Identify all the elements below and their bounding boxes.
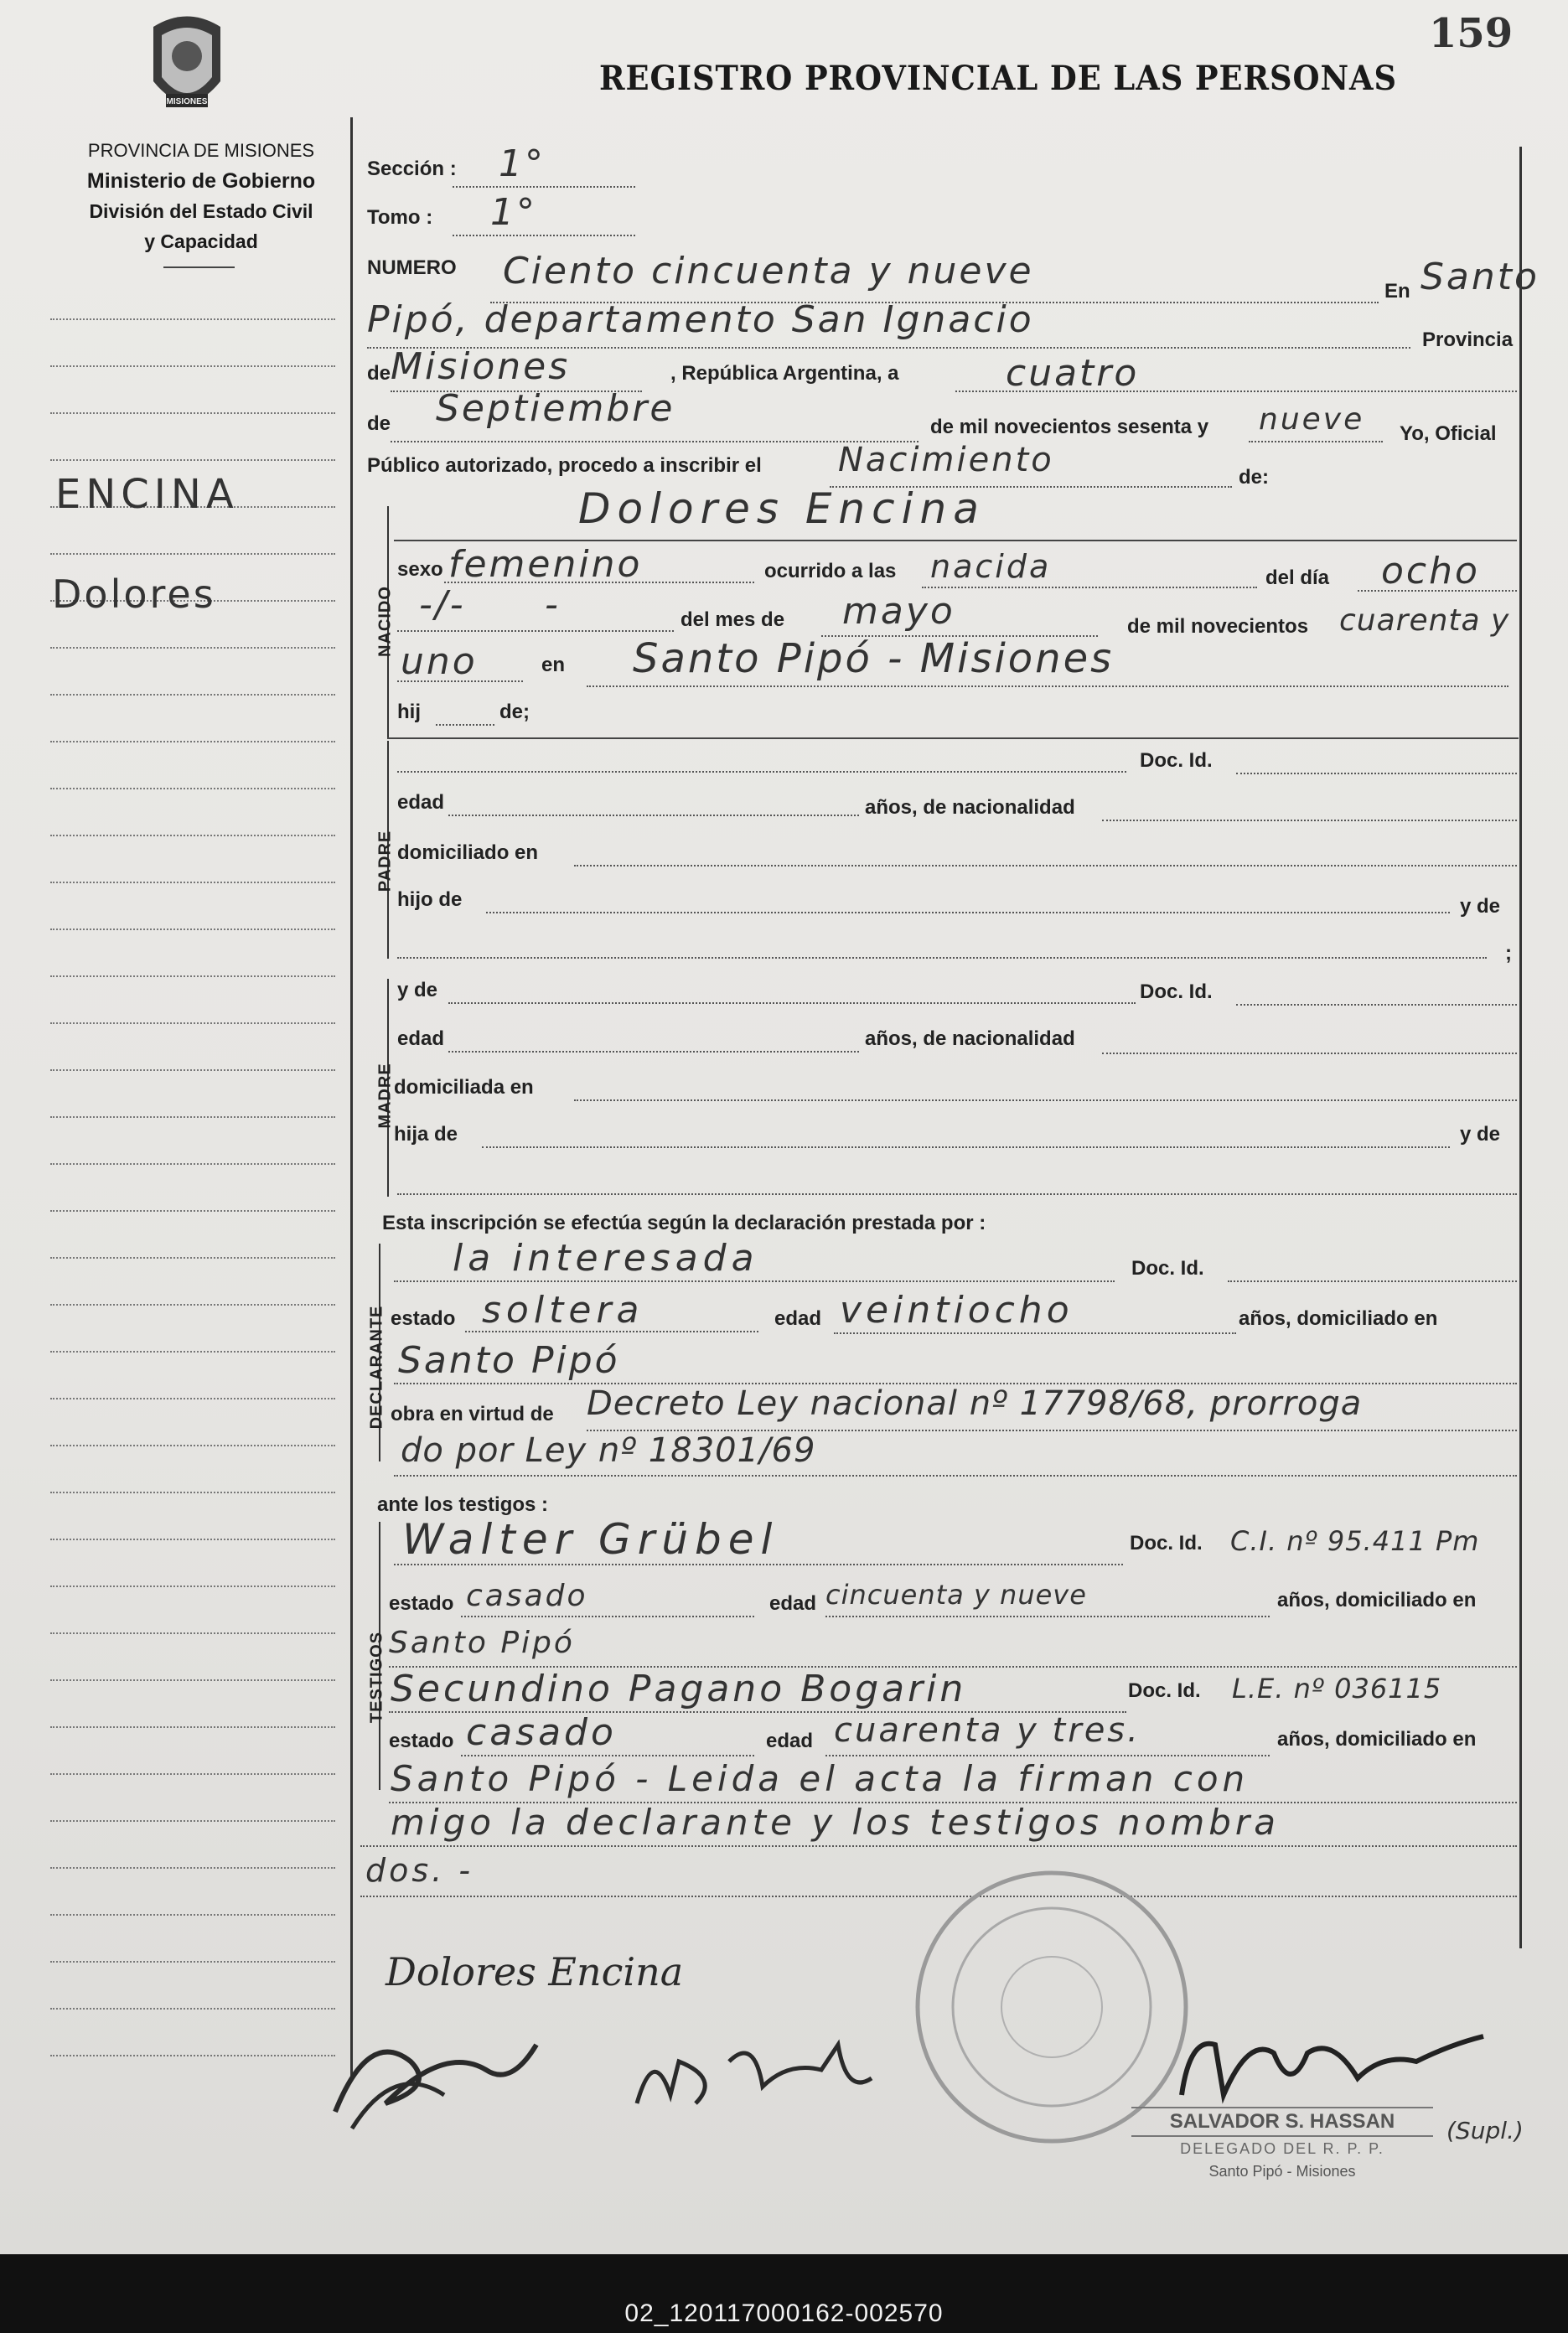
value-numero: Ciento cincuenta y nueve xyxy=(503,250,1034,292)
margin-ruled-line xyxy=(50,882,335,883)
dots-hora xyxy=(922,587,1257,588)
officer-stamp-title: DELEGADO DEL R. P. P. xyxy=(1180,2140,1384,2157)
dots-seccion xyxy=(453,186,635,188)
value-testigo1: Walter Grübel xyxy=(402,1515,779,1564)
dots-padre-dom xyxy=(574,865,1517,866)
margin-ruled-line xyxy=(50,365,335,367)
label-de-mil-nov: de mil novecientos xyxy=(1127,615,1309,638)
dots-decl-estado xyxy=(465,1331,758,1332)
label-decl-edad: edad xyxy=(774,1307,822,1330)
value-decreto2: do por Ley nº 18301/69 xyxy=(401,1431,816,1470)
value-act-type: Nacimiento xyxy=(838,441,1054,479)
value-testigo2-estado: casado xyxy=(466,1711,617,1754)
label-del-mes: del mes de xyxy=(681,608,785,631)
margin-ruled-line xyxy=(50,1257,335,1259)
margin-ruled-line xyxy=(50,318,335,320)
margin-ruled-line xyxy=(50,1773,335,1775)
label-ante: ante los testigos : xyxy=(377,1493,549,1516)
label-padre-hijo: hijo de xyxy=(397,888,463,911)
value-declarante: la interesada xyxy=(453,1237,759,1280)
label-madre-dom: domiciliada en xyxy=(394,1076,534,1099)
label-en: En xyxy=(1384,280,1410,303)
margin-ruled-line xyxy=(50,741,335,742)
label-tomo: Tomo : xyxy=(367,206,433,229)
provincial-seal-icon xyxy=(141,10,233,127)
margin-ruled-line xyxy=(50,1961,335,1963)
dots-decreto2 xyxy=(394,1475,1517,1477)
label-t1-doc: Doc. Id. xyxy=(1130,1532,1203,1554)
label-t1-edad: edad xyxy=(769,1592,817,1615)
agency-divider xyxy=(163,266,235,268)
value-dash2: - xyxy=(545,583,561,626)
value-dia: ocho xyxy=(1381,550,1480,592)
margin-ruled-line xyxy=(50,1492,335,1493)
margin-ruled-line xyxy=(50,412,335,414)
page-title: REGISTRO PROVINCIAL DE LAS PERSONAS xyxy=(599,59,1397,98)
dots-t2-edad xyxy=(825,1755,1270,1756)
label-hij: hij xyxy=(397,701,421,723)
margin-ruled-line xyxy=(50,1069,335,1071)
value-dash1: -/- xyxy=(419,583,466,626)
margin-ruled-line xyxy=(50,1022,335,1024)
declarant-signature: Dolores Encina xyxy=(386,1949,684,1994)
dots-padre-nac xyxy=(1102,820,1517,821)
dots-year xyxy=(1249,441,1383,442)
margin-ruled-line xyxy=(50,1820,335,1822)
value-provincia: Misiones xyxy=(391,345,571,388)
dots-tomo xyxy=(453,235,635,236)
value-mes: mayo xyxy=(842,590,955,633)
dots-testigo1 xyxy=(394,1564,1123,1565)
dots-padre-name xyxy=(397,771,1126,773)
dots-day xyxy=(955,391,1517,392)
value-closing3: dos. - xyxy=(365,1852,474,1889)
value-testigo1-edad: cincuenta y nueve xyxy=(825,1579,1087,1611)
dots-madre-end xyxy=(397,1193,1517,1195)
dots-anio2 xyxy=(397,680,523,682)
value-en: Santo xyxy=(1421,256,1540,298)
agency-division: División del Estado Civil xyxy=(89,200,313,222)
margin-ruled-line xyxy=(50,1163,335,1165)
value-decl-estado: soltera xyxy=(482,1289,644,1332)
value-place: Pipó, departamento San Ignacio xyxy=(367,298,1034,341)
margin-ruled-line xyxy=(50,1586,335,1587)
margin-ruled-line xyxy=(50,1210,335,1212)
dots-lugar xyxy=(587,685,1508,687)
dots-madre-doc xyxy=(1236,1004,1517,1006)
margin-ruled-line xyxy=(50,1632,335,1634)
label-inscripcion: Esta inscripción se efectúa según la declaración prestada por : xyxy=(382,1212,986,1234)
seal-text: MISIONES xyxy=(166,97,208,106)
value-sexo: femenino xyxy=(448,543,643,586)
label-de-mil: de mil novecientos sesenta y xyxy=(930,416,1209,438)
dots-t1-edad xyxy=(825,1616,1270,1617)
dots-padre-hijo xyxy=(486,912,1450,913)
margin-ruled-line xyxy=(50,835,335,836)
officer-stamp-name: SALVADOR S. HASSAN xyxy=(1131,2107,1433,2137)
margin-ruled-line xyxy=(50,1398,335,1399)
witness-signature-2-icon xyxy=(620,2028,888,2120)
officer-stamp xyxy=(1131,2107,1433,2180)
value-testigo1-estado: casado xyxy=(466,1579,588,1613)
section-testigos: TESTIGOS xyxy=(367,1631,386,1724)
margin-ruled-line xyxy=(50,1351,335,1353)
value-year: nueve xyxy=(1259,402,1365,437)
margin-surname: ENCINA xyxy=(55,471,239,518)
label-madre-yde2: y de xyxy=(1460,1123,1501,1146)
label-madre-nac: años, de nacionalidad xyxy=(865,1027,1075,1050)
agency-ministry: Ministerio de Gobierno xyxy=(86,169,316,193)
value-tomo: 1° xyxy=(490,191,537,234)
margin-ruled-line xyxy=(50,1116,335,1118)
agency-capacity: y Capacidad xyxy=(144,230,258,252)
label-t1-estado: estado xyxy=(389,1592,454,1615)
value-closing2: migo la declarante y los testigos nombra xyxy=(391,1802,1280,1843)
label-decl-doc: Doc. Id. xyxy=(1131,1257,1204,1280)
dots-madre-dom xyxy=(574,1099,1517,1101)
page-number: 159 xyxy=(1429,10,1514,57)
dots-madre-edad xyxy=(448,1051,859,1053)
dots-padre-doc xyxy=(1236,773,1517,774)
witness-signature-1-icon xyxy=(318,2011,570,2137)
label-t1-dom: años, domiciliado en xyxy=(1277,1589,1477,1611)
label-decl-dom: años, domiciliado en xyxy=(1239,1307,1438,1330)
value-testigo1-domicilio: Santo Pipó xyxy=(389,1626,575,1660)
margin-ruled-line xyxy=(50,647,335,649)
nacido-bottom xyxy=(387,737,1519,739)
margin-ruled-line xyxy=(50,2008,335,2010)
dots-dia xyxy=(1358,590,1517,592)
label-madre-yde: y de xyxy=(397,979,438,1001)
agency-block xyxy=(34,136,369,256)
label-padre-edad: edad xyxy=(397,791,445,814)
margin-ruled-line xyxy=(50,2055,335,2056)
name-underline xyxy=(394,540,1517,541)
dots-decl-edad xyxy=(834,1332,1236,1334)
label-padre-doc: Doc. Id. xyxy=(1140,749,1213,772)
label-publico: Público autorizado, procedo a inscribir el xyxy=(367,454,762,477)
value-testigo2-edad: cuarenta y tres. xyxy=(834,1711,1141,1750)
footer-code: 02_120117000162-002570 xyxy=(624,2299,944,2327)
margin-ruled-line xyxy=(50,1304,335,1306)
dots-t1-estado xyxy=(461,1616,754,1617)
label-padre-nac: años, de nacionalidad xyxy=(865,796,1075,819)
value-lugar: Santo Pipó - Misiones xyxy=(633,635,1115,682)
label-yo-oficial: Yo, Oficial xyxy=(1400,422,1497,445)
label-en-lugar: en xyxy=(541,654,566,676)
value-seccion: 1° xyxy=(499,142,546,185)
agency-province: PROVINCIA DE MISIONES xyxy=(87,140,315,161)
dots-dash xyxy=(397,630,674,632)
label-t2-edad: edad xyxy=(766,1730,814,1752)
label-madre-hija: hija de xyxy=(394,1123,458,1146)
margin-ruled-line xyxy=(50,1445,335,1446)
label-provincia: Provincia xyxy=(1422,328,1514,351)
margin-ruled-line xyxy=(50,1914,335,1916)
value-decreto: Decreto Ley nacional nº 17798/68, prorroga xyxy=(587,1384,1363,1423)
label-republica: , República Argentina, a xyxy=(670,362,899,385)
value-hora: nacida xyxy=(930,548,1052,585)
dots-closing2 xyxy=(360,1845,1517,1847)
value-anio2: uno xyxy=(401,640,478,683)
label-de-provincia: de xyxy=(367,362,391,385)
label-madre-doc: Doc. Id. xyxy=(1140,980,1213,1003)
label-de-month: de xyxy=(367,412,391,435)
value-testigo2-doc: L.E. nº 036115 xyxy=(1232,1673,1442,1704)
label-seccion: Sección : xyxy=(367,158,457,180)
label-ocurrido: ocurrido a las xyxy=(764,560,897,582)
label-del-dia: del día xyxy=(1265,566,1330,589)
dots-padre-edad xyxy=(448,815,859,816)
value-day: cuatro xyxy=(1006,352,1140,395)
margin-given-name: Dolores xyxy=(52,572,216,617)
section-nacido: NACIDO xyxy=(375,586,395,657)
value-decl-domicilio: Santo Pipó xyxy=(398,1339,620,1382)
dots-sexo xyxy=(444,582,754,583)
main-left-border xyxy=(350,117,353,2078)
label-t2-dom: años, domiciliado en xyxy=(1277,1728,1477,1751)
value-anio: cuarenta y xyxy=(1339,603,1510,638)
supl-annotation: (Supl.) xyxy=(1446,2117,1524,2144)
label-padre-dom: domiciliado en xyxy=(397,841,539,864)
label-decl-estado: estado xyxy=(391,1307,456,1330)
margin-ruled-line xyxy=(50,1539,335,1540)
margin-ruled-line xyxy=(50,929,335,930)
section-madre: MADRE xyxy=(375,1063,395,1129)
dots-declarante xyxy=(394,1280,1115,1282)
label-hij-de: de; xyxy=(499,701,530,723)
label-de-colon: de: xyxy=(1239,466,1269,489)
label-obra: obra en virtud de xyxy=(391,1403,554,1425)
margin-ruled-line xyxy=(50,1679,335,1681)
margin-ruled-line xyxy=(50,1867,335,1869)
margin-ruled-line xyxy=(50,459,335,461)
section-declarante: DECLARANTE xyxy=(367,1305,386,1430)
margin-ruled-line xyxy=(50,788,335,789)
value-decl-edad: veintiocho xyxy=(840,1289,1074,1332)
dots-padre-yde2 xyxy=(397,957,1487,959)
label-madre-edad: edad xyxy=(397,1027,445,1050)
value-month: Septiembre xyxy=(436,387,675,430)
section-padre: PADRE xyxy=(375,830,395,892)
dots-madre-nac xyxy=(1102,1053,1517,1054)
label-padre-yde: y de xyxy=(1460,895,1501,918)
value-closing1: Santo Pipó - Leida el acta la firman con xyxy=(391,1758,1250,1799)
value-name: Dolores Encina xyxy=(578,484,986,533)
dots-hij xyxy=(436,724,494,726)
label-padre-semicolon: ; xyxy=(1505,942,1512,965)
officer-stamp-place: Santo Pipó - Misiones xyxy=(1208,2163,1356,2180)
label-numero: NUMERO xyxy=(367,256,457,279)
label-t2-doc: Doc. Id. xyxy=(1128,1679,1201,1702)
dots-t2-estado xyxy=(461,1755,754,1756)
margin-ruled-line xyxy=(50,975,335,977)
dots-madre-hija xyxy=(482,1146,1450,1148)
label-sexo: sexo xyxy=(397,558,443,581)
margin-ruled-line xyxy=(50,694,335,696)
dots-madre-name xyxy=(448,1002,1136,1004)
main-right-border xyxy=(1519,147,1522,1948)
margin-ruled-line xyxy=(50,1726,335,1728)
value-testigo1-doc: C.I. nº 95.411 Pm xyxy=(1230,1525,1480,1557)
label-t2-estado: estado xyxy=(389,1730,454,1752)
margin-ruled-line xyxy=(50,553,335,555)
officer-signature-icon xyxy=(1165,2020,1500,2112)
value-testigo2: Secundino Pagano Bogarin xyxy=(391,1668,967,1710)
dots-decl-doc xyxy=(1228,1280,1517,1282)
